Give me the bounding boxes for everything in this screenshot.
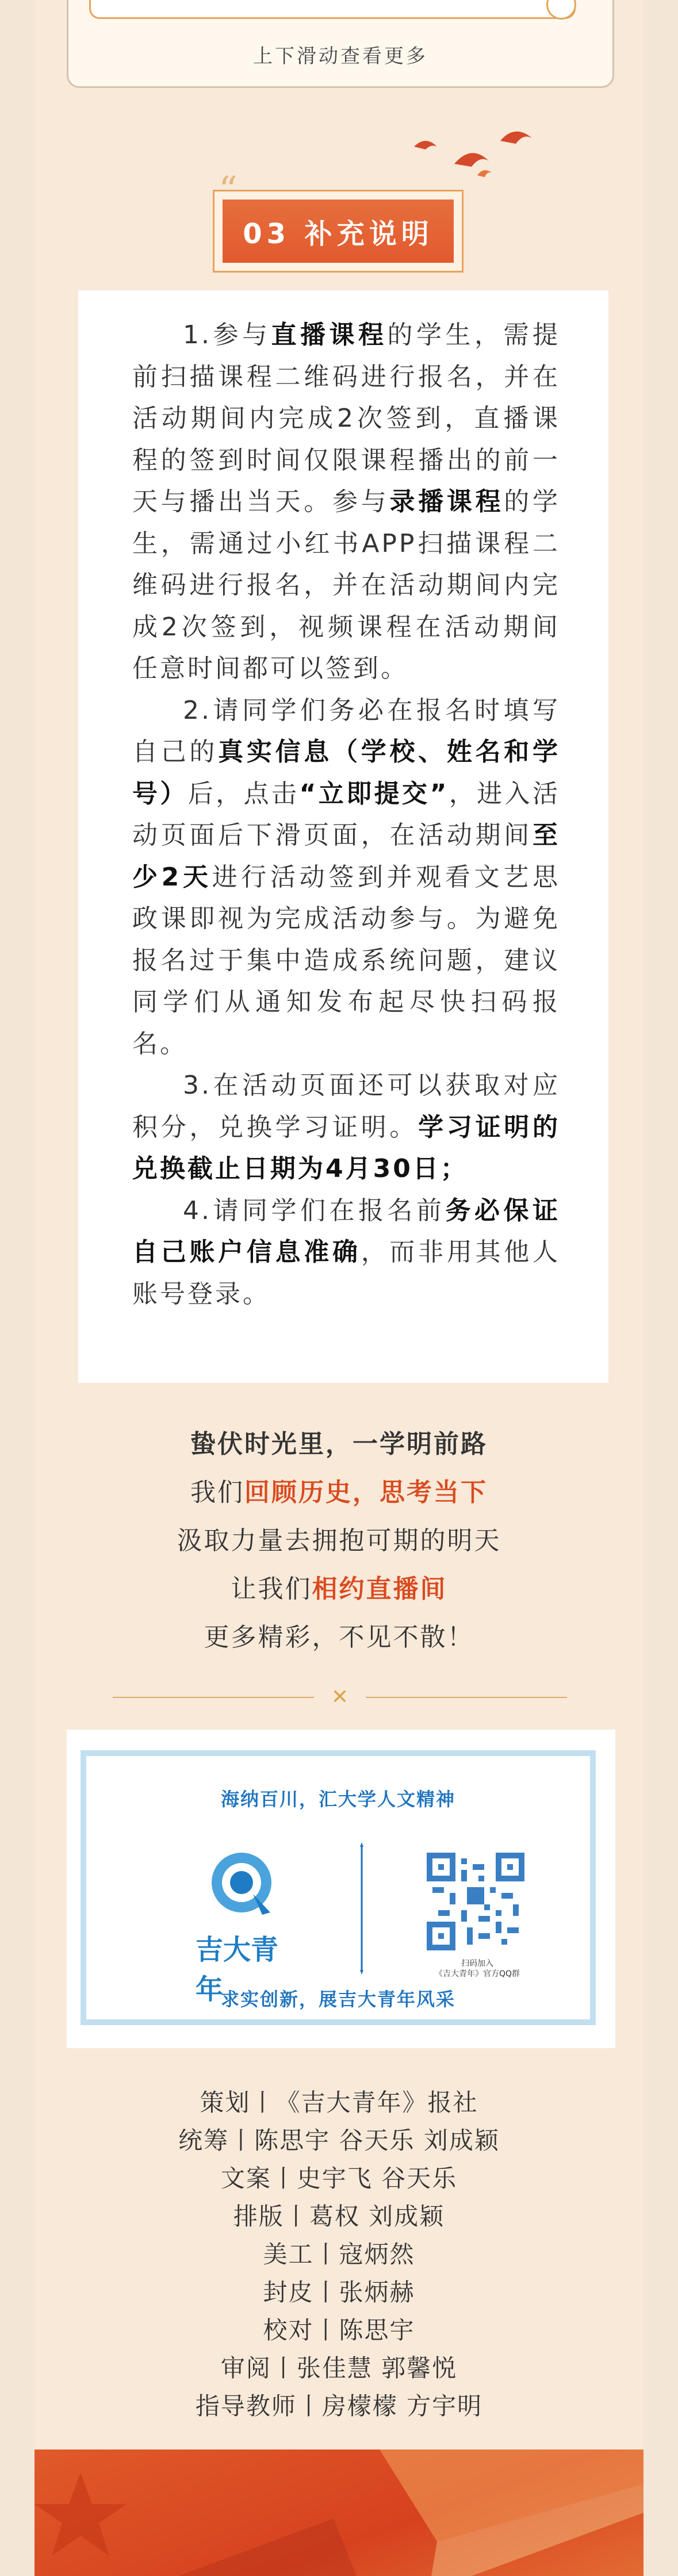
divider-mark-icon: ✕: [331, 1685, 349, 1709]
credits: [0, 2084, 678, 2425]
slogan: [0, 1420, 678, 1662]
notes-text: [132, 315, 560, 1315]
section-header-box: [213, 190, 464, 273]
divider-line-right: [366, 1697, 567, 1698]
top-card: [67, 0, 614, 88]
credit-line: 策划丨《吉大青年》报社: [200, 2088, 478, 2117]
credit-line: 统筹丨陈思宇 谷天乐 刘成颖: [178, 2126, 500, 2155]
credit-line: 美工丨寇炳然: [263, 2240, 415, 2268]
credit-line: 审阅丨张佳慧 郭馨悦: [220, 2354, 458, 2382]
qr-frame: [81, 1750, 596, 2025]
logo-text: 吉大青年: [196, 1934, 279, 2006]
credit-line: 封皮丨张炳赫: [263, 2278, 415, 2306]
slider-knob[interactable]: [546, 0, 576, 20]
qr-card: [67, 1730, 615, 2048]
credit-line: 排版丨葛权 刘成颖: [233, 2202, 445, 2230]
slogan-line-5: 更多精彩，不见不散！: [204, 1623, 474, 1652]
note-4: 4.请同学们在报名前务必保证自己账户信息准确，而非用其他人账号登录。: [132, 1195, 561, 1309]
slogan-line-4: 让我们相约直播间: [231, 1574, 447, 1604]
slogan-line-1: 蛰伏时光里，一学明前路: [190, 1429, 488, 1459]
qr-code-icon[interactable]: [427, 1853, 524, 1950]
note-2: 2.请同学们务必在报名时填写自己的真实信息（学校、姓名和学号）后，点击“立即提交”，进入活动页面后下滑页面，在活动期间至少2天进行活动签到并观看文艺思政课即视为完成活动参与。为避免报名过于集中造成系统问题，建议同学们从通知发布起尽快扫码报名。: [132, 695, 561, 1059]
credit-line: 文案丨史宇飞 谷天乐: [220, 2164, 458, 2192]
arrow-vertical-icon: [360, 1842, 363, 1975]
top-slider-bar[interactable]: [89, 0, 576, 19]
slogan-line-2: 我们回顾历史，思考当下: [190, 1478, 488, 1507]
divider: [113, 1686, 567, 1709]
birds-icon: [403, 124, 552, 193]
slogan-line-3: 汲取力量去拥抱可期的明天: [177, 1526, 501, 1555]
divider-line-left: [113, 1697, 314, 1698]
qr-bottom-slogan: 求实创新，展吉大青年风采: [220, 1988, 455, 2010]
credit-line: 校对丨陈思宇: [263, 2316, 415, 2344]
scroll-hint: 上下滑动查看更多: [253, 45, 428, 68]
section-header: [213, 184, 463, 270]
banner-decoration-icon: [35, 2450, 643, 2576]
jlu-logo-icon: [196, 1848, 293, 2006]
qr-caption: 扫码加入 《吉大青年》官方QQ群: [434, 1959, 520, 1979]
notes-card: [78, 290, 608, 1383]
note-1: 1.参与直播课程的学生，需提前扫描课程二维码进行报名，并在活动期间内完成2次签到，直播课程的签到时间仅限课程播出的前一天与播出当天。参与录播课程的学生，需通过小红书APP扫描课程二维码进行报名，并在活动期间内完成2次签到，视频课程在活动期间任意时间都可以签到。: [132, 320, 561, 683]
bottom-banner: [35, 2450, 643, 2576]
credit-line: 指导教师丨房檬檬 方宇明: [195, 2392, 483, 2420]
qr-top-slogan: 海纳百川，汇大学人文精神: [220, 1788, 455, 1810]
note-3: 3.在活动页面还可以获取对应积分，兑换学习证明。学习证明的兑换截止日期为4月30日；: [132, 1071, 561, 1183]
section-title: 03 补充说明: [223, 200, 454, 263]
